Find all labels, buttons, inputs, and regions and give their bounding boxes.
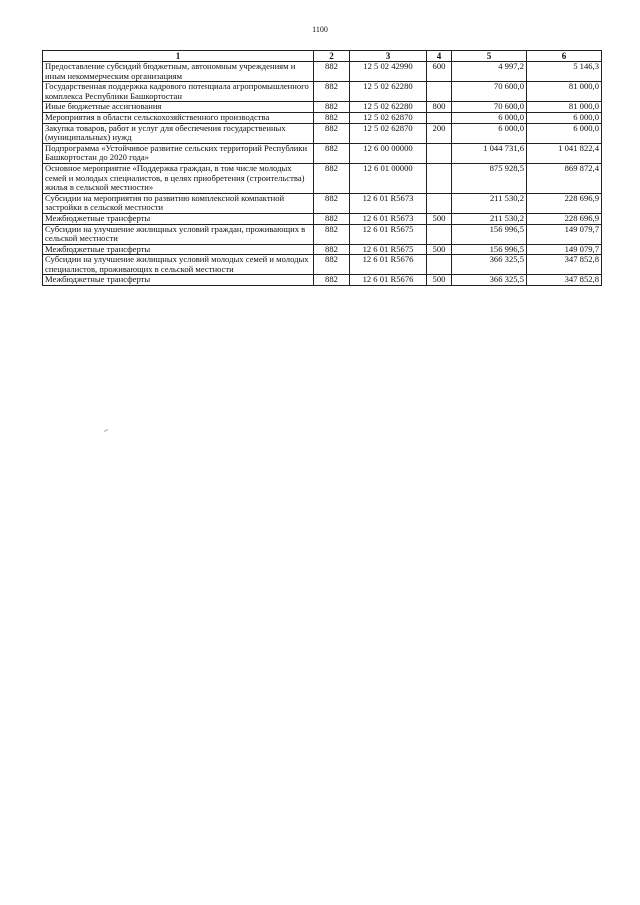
row-amount-2: 347 852,8 [527, 255, 602, 275]
row-expense-type: 500 [427, 213, 452, 224]
row-amount-2: 81 000,0 [527, 82, 602, 102]
table-header-row [43, 51, 602, 62]
row-code: 882 [314, 82, 350, 102]
table-row [43, 213, 602, 224]
col-header-5: 5 [452, 51, 527, 62]
row-amount-1: 366 325,5 [452, 255, 527, 275]
row-amount-2: 81 000,0 [527, 102, 602, 113]
budget-table [42, 50, 602, 286]
row-expense-type [427, 193, 452, 213]
row-amount-2: 6 000,0 [527, 123, 602, 143]
row-amount-2: 228 696,9 [527, 213, 602, 224]
row-expense-type: 600 [427, 62, 452, 82]
row-code: 882 [314, 143, 350, 163]
row-expense-type [427, 143, 452, 163]
row-name: Подпрограмма «Устойчивое развитие сельских территорий Республики Башкортостан до 2020 года» [43, 143, 314, 163]
table-row [43, 102, 602, 113]
row-target-article: 12 5 02 62870 [350, 112, 427, 123]
row-amount-1: 211 530,2 [452, 213, 527, 224]
row-target-article: 12 5 02 62280 [350, 102, 427, 113]
row-name: Субсидии на мероприятия по развитию комплексной компактной застройки в сельской местности [43, 193, 314, 213]
table-row [43, 255, 602, 275]
row-amount-2: 149 079,7 [527, 244, 602, 255]
row-amount-2: 869 872,4 [527, 163, 602, 193]
row-code: 882 [314, 255, 350, 275]
row-expense-type [427, 112, 452, 123]
row-target-article: 12 6 01 R5675 [350, 224, 427, 244]
row-code: 882 [314, 163, 350, 193]
row-target-article: 12 6 01 00000 [350, 163, 427, 193]
row-expense-type [427, 224, 452, 244]
row-expense-type [427, 255, 452, 275]
row-code: 882 [314, 244, 350, 255]
row-amount-2: 347 852,8 [527, 275, 602, 286]
row-amount-1: 875 928,5 [452, 163, 527, 193]
row-code: 882 [314, 213, 350, 224]
row-code: 882 [314, 102, 350, 113]
row-amount-1: 156 996,5 [452, 224, 527, 244]
row-name: Межбюджетные трансферты [43, 275, 314, 286]
row-name: Государственная поддержка кадрового потенциала агропромышленного комплекса Республики Башкортостан [43, 82, 314, 102]
col-header-2: 2 [314, 51, 350, 62]
col-header-3: 3 [350, 51, 427, 62]
row-amount-1: 6 000,0 [452, 112, 527, 123]
row-code: 882 [314, 193, 350, 213]
table-row [43, 244, 602, 255]
row-name: Предоставление субсидий бюджетным, автономным учреждениям и иным некоммерческим организациям [43, 62, 314, 82]
col-header-1: 1 [43, 51, 314, 62]
table-row [43, 224, 602, 244]
row-expense-type [427, 163, 452, 193]
row-target-article: 12 5 02 62870 [350, 123, 427, 143]
row-target-article: 12 5 02 42990 [350, 62, 427, 82]
row-name: Мероприятия в области сельскохозяйственного производства [43, 112, 314, 123]
row-amount-2: 6 000,0 [527, 112, 602, 123]
table-row [43, 163, 602, 193]
row-amount-1: 70 600,0 [452, 82, 527, 102]
row-amount-1: 70 600,0 [452, 102, 527, 113]
row-name: Межбюджетные трансферты [43, 244, 314, 255]
row-code: 882 [314, 62, 350, 82]
row-target-article: 12 6 01 R5676 [350, 255, 427, 275]
row-target-article: 12 6 01 R5676 [350, 275, 427, 286]
row-expense-type: 500 [427, 275, 452, 286]
row-target-article: 12 6 01 R5675 [350, 244, 427, 255]
table-row [43, 193, 602, 213]
row-amount-1: 156 996,5 [452, 244, 527, 255]
row-name: Иные бюджетные ассигнования [43, 102, 314, 113]
row-amount-2: 228 696,9 [527, 193, 602, 213]
row-code: 882 [314, 224, 350, 244]
row-expense-type: 800 [427, 102, 452, 113]
row-expense-type: 200 [427, 123, 452, 143]
row-amount-1: 4 997,2 [452, 62, 527, 82]
row-amount-2: 1 041 822,4 [527, 143, 602, 163]
table-row [43, 62, 602, 82]
table-row [43, 275, 602, 286]
row-amount-1: 366 325,5 [452, 275, 527, 286]
row-expense-type: 500 [427, 244, 452, 255]
row-target-article: 12 6 00 00000 [350, 143, 427, 163]
row-code: 882 [314, 123, 350, 143]
row-expense-type [427, 82, 452, 102]
row-name: Межбюджетные трансферты [43, 213, 314, 224]
page-number: 1100 [312, 25, 328, 34]
row-name: Основное мероприятие «Поддержка граждан, в том числе молодых семей и молодых специалистов, в целях приобретения (строительства) жилья в сельской местности» [43, 163, 314, 193]
row-amount-1: 6 000,0 [452, 123, 527, 143]
row-target-article: 12 6 01 R5673 [350, 193, 427, 213]
row-code: 882 [314, 112, 350, 123]
col-header-6: 6 [527, 51, 602, 62]
row-name: Закупка товаров, работ и услуг для обеспечения государственных (муниципальных) нужд [43, 123, 314, 143]
row-amount-1: 1 044 731,6 [452, 143, 527, 163]
row-target-article: 12 6 01 R5673 [350, 213, 427, 224]
row-target-article: 12 5 02 62280 [350, 82, 427, 102]
row-amount-1: 211 530,2 [452, 193, 527, 213]
row-name: Субсидии на улучшение жилищных условий молодых семей и молодых специалистов, проживающих в сельской местности [43, 255, 314, 275]
row-code: 882 [314, 275, 350, 286]
table-row [43, 143, 602, 163]
row-name: Субсидии на улучшение жилищных условий граждан, проживающих в сельской местности [43, 224, 314, 244]
scan-artifact-mark [104, 429, 108, 432]
table-row [43, 112, 602, 123]
table-row [43, 82, 602, 102]
table-row [43, 123, 602, 143]
row-amount-2: 149 079,7 [527, 224, 602, 244]
row-amount-2: 5 146,3 [527, 62, 602, 82]
col-header-4: 4 [427, 51, 452, 62]
